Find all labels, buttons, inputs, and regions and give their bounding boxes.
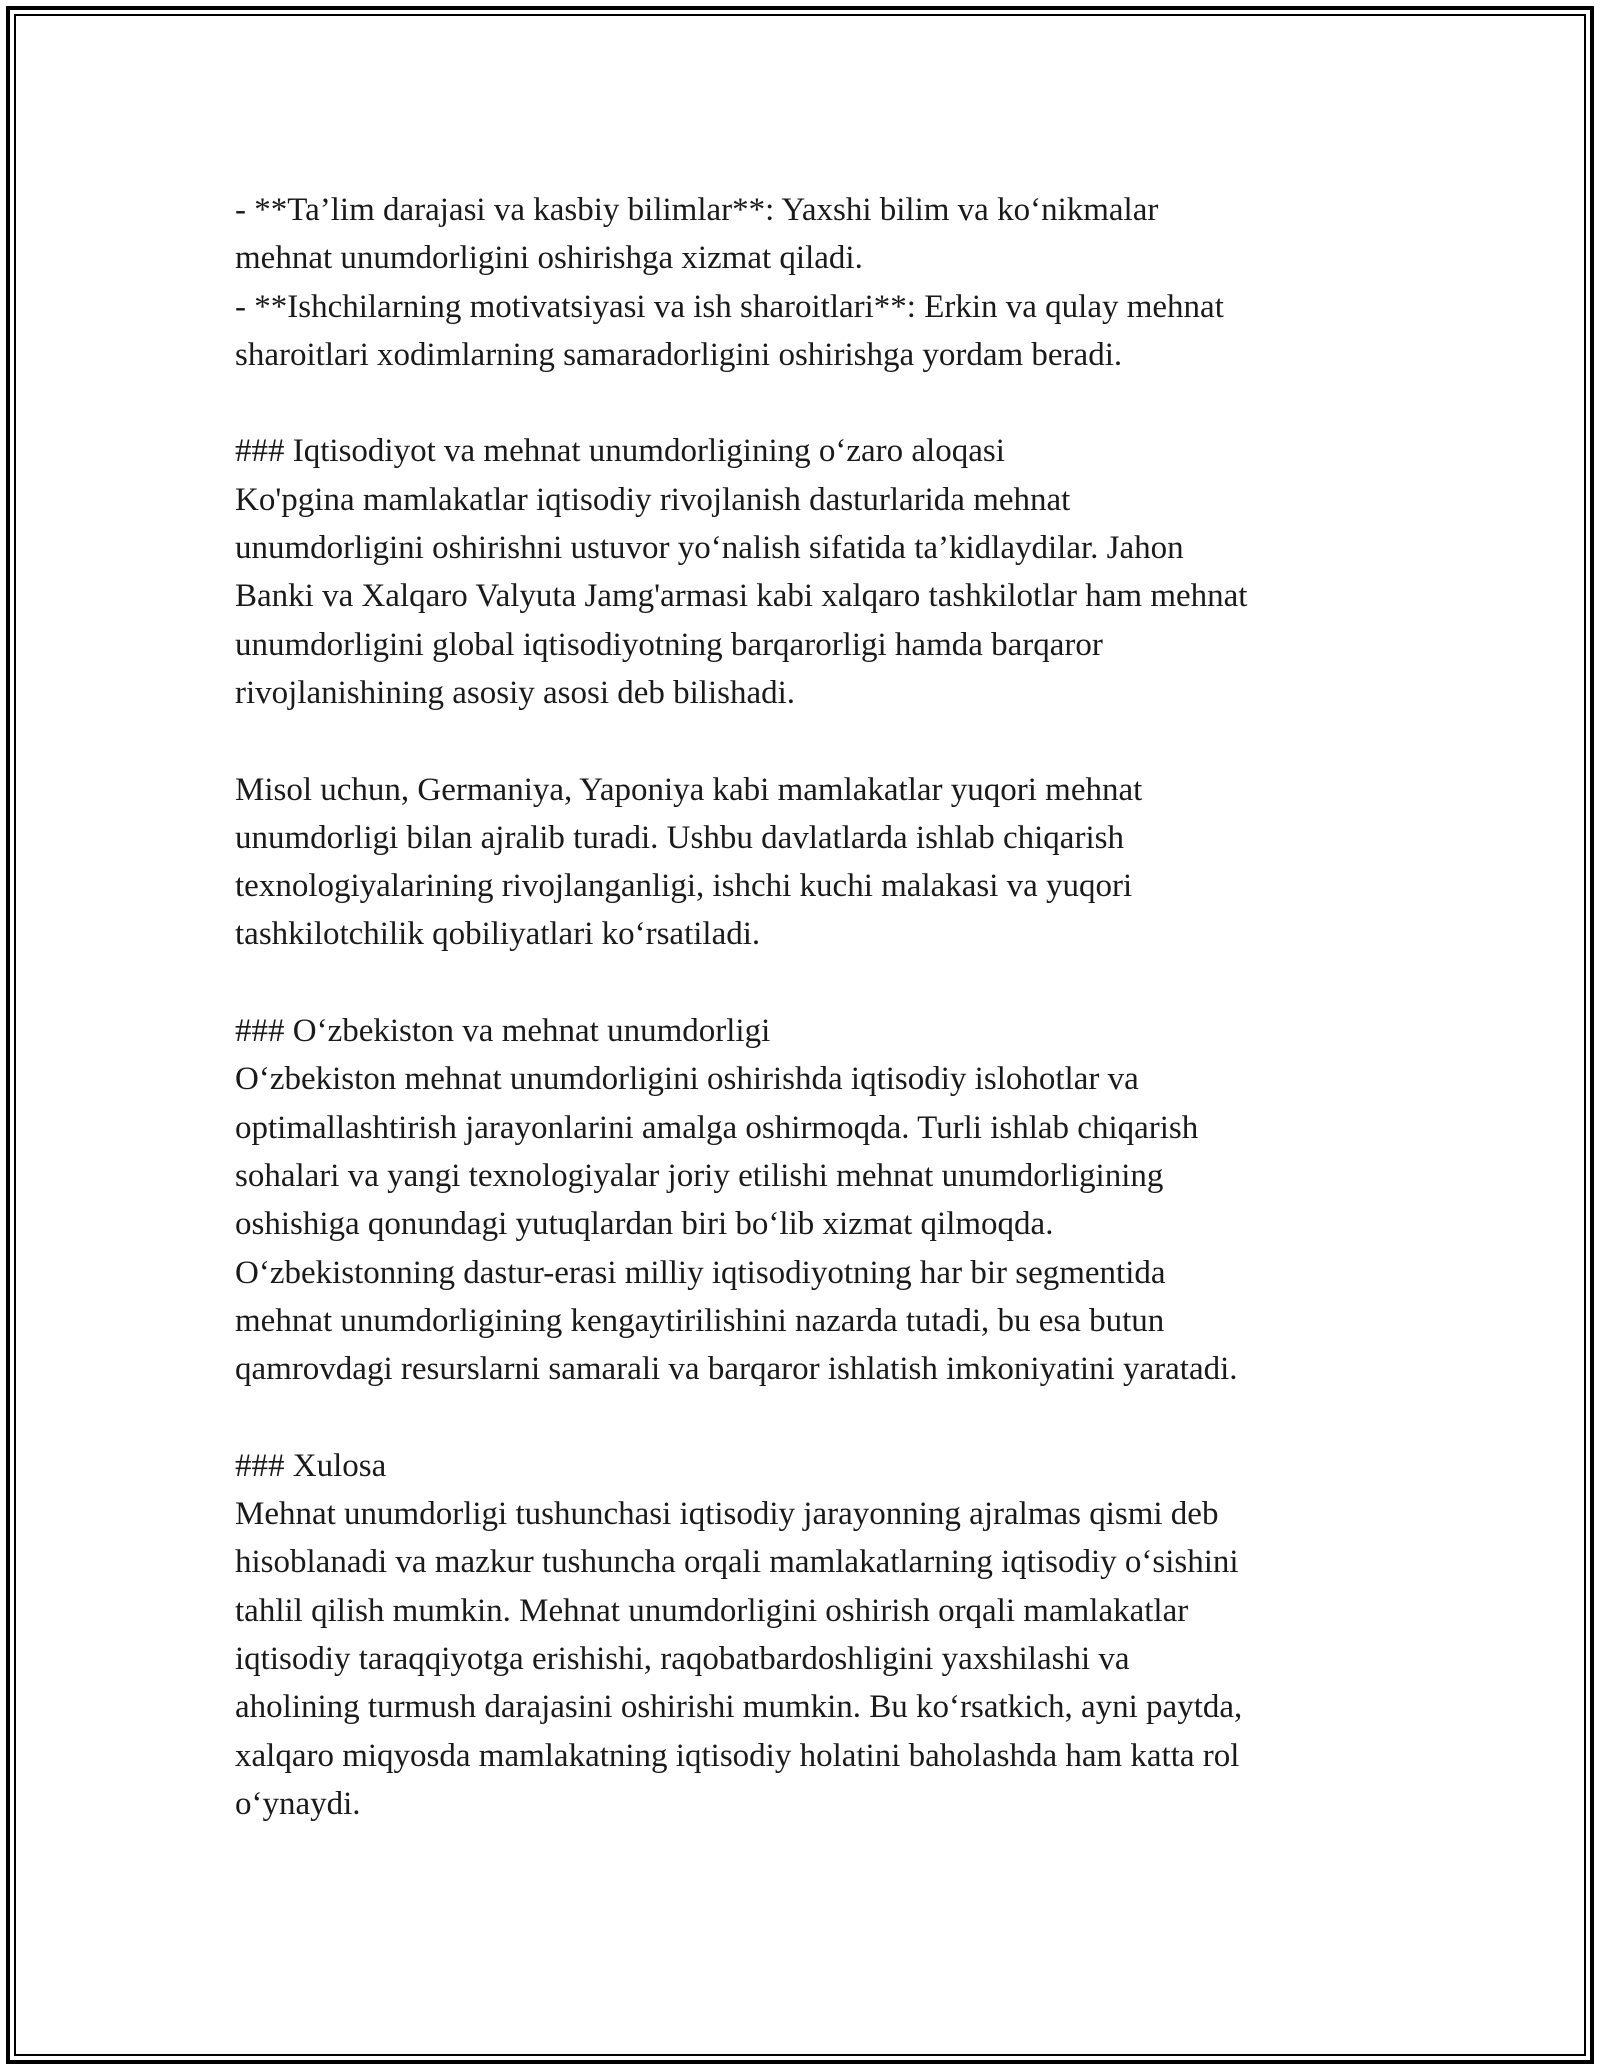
section-economy [235, 427, 1415, 717]
text-line: O‘zbekiston mehnat unumdorligini oshirishda iqtisodiy islohotlar va [235, 1061, 1139, 1098]
section-heading: ### O‘zbekiston va mehnat unumdorligi [235, 1013, 771, 1050]
text-line: sharoitlari xodimlarning samaradorligini oshirishga yordam beradi. [235, 336, 1123, 373]
text-line: unumdorligini global iqtisodiyotning barqarorligi hamda barqaror [235, 626, 1103, 663]
text-line: Mehnat unumdorligi tushunchasi iqtisodiy jarayonning ajralmas qismi deb [235, 1496, 1219, 1533]
intro-list [235, 186, 1415, 379]
text-line: mehnat unumdorligining kengaytirilishini nazarda tutadi, bu esa butun [235, 1302, 1165, 1339]
text-line: texnologiyalarining rivojlanganligi, ishchi kuchi malakasi va yuqori [235, 868, 1133, 905]
text-line: mehnat unumdorligini oshirishga xizmat qiladi. [235, 240, 863, 277]
text-line: unumdorligini oshirishni ustuvor yo‘nalish sifatida ta’kidlaydilar. Jahon [235, 530, 1184, 567]
section-heading: ### Iqtisodiyot va mehnat unumdorligining o‘zaro aloqasi [235, 433, 1005, 470]
paragraph-example [235, 766, 1415, 959]
section-heading: ### Xulosa [235, 1447, 387, 1484]
text-line: - **Ishchilarning motivatsiyasi va ish sharoitlari**: Erkin va qulay mehnat [235, 288, 1224, 325]
list-item-education [235, 186, 1415, 283]
paragraph-gap [235, 1393, 1415, 1441]
paragraph-gap [235, 959, 1415, 1007]
text-line: tahlil qilish mumkin. Mehnat unumdorligini oshirish orqali mamlakatlar [235, 1592, 1189, 1629]
text-line: hisoblanadi va mazkur tushuncha orqali mamlakatlarning iqtisodiy o‘sishini [235, 1544, 1239, 1581]
text-line: optimallashtirish jarayonlarini amalga oshirmoqda. Turli ishlab chiqarish [235, 1109, 1199, 1146]
text-line: iqtisodiy taraqqiyotga erishishi, raqobatbardoshligini yaxshilashi va [235, 1640, 1130, 1677]
document-body [235, 186, 1415, 1828]
text-line: tashkilotchilik qobiliyatlari ko‘rsatiladi. [235, 916, 761, 953]
text-line: xalqaro miqyosda mamlakatning iqtisodiy holatini baholashda ham katta rol [235, 1737, 1240, 1774]
text-line: - **Ta’lim darajasi va kasbiy bilimlar**: Yaxshi bilim va ko‘nikmalar [235, 192, 1159, 228]
text-line: unumdorligi bilan ajralib turadi. Ushbu davlatlarda ishlab chiqarish [235, 819, 1124, 856]
text-line: qamrovdagi resurslarni samarali va barqaror ishlatish imkoniyatini yaratadi. [235, 1351, 1238, 1388]
text-line: o‘ynaydi. [235, 1785, 361, 1822]
paragraph-gap [235, 379, 1415, 427]
text-line: Ko'pgina mamlakatlar iqtisodiy rivojlanish dasturlarida mehnat [235, 481, 1071, 518]
section-conclusion [235, 1442, 1415, 1828]
section-uzbekistan [235, 1007, 1415, 1393]
text-line: Banki va Xalqaro Valyuta Jamg'armasi kabi xalqaro tashkilotlar ham mehnat [235, 578, 1248, 615]
text-line: rivojlanishining asosiy asosi deb bilishadi. [235, 674, 796, 711]
paragraph-gap [235, 717, 1415, 765]
text-line: oshishiga qonundagi yutuqlardan biri bo‘lib xizmat qilmoqda. [235, 1206, 1054, 1243]
list-item-motivation [235, 283, 1415, 380]
text-line: O‘zbekistonning dastur-erasi milliy iqtisodiyotning har bir segmentida [235, 1254, 1166, 1291]
text-line: aholining turmush darajasini oshirishi mumkin. Bu ko‘rsatkich, ayni paytda, [235, 1689, 1243, 1726]
text-line: sohalari va yangi texnologiyalar joriy etilishi mehnat unumdorligining [235, 1157, 1164, 1194]
text-line: Misol uchun, Germaniya, Yaponiya kabi mamlakatlar yuqori mehnat [235, 771, 1143, 808]
